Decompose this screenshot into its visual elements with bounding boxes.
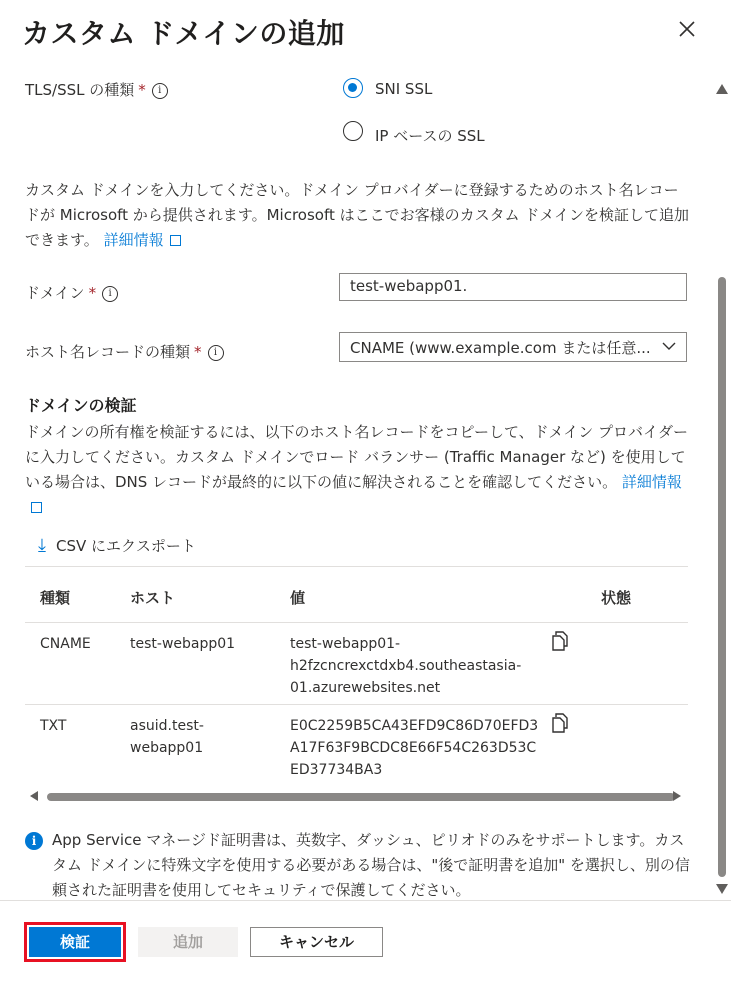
external-link-icon	[31, 502, 42, 513]
col-type-header: 種類	[40, 589, 71, 607]
record-type-label: ホスト名レコードの種類 * i	[25, 341, 224, 362]
validation-paragraph: ドメインの所有権を検証するには、以下のホスト名レコードをコピーして、ドメイン プロバイダーに入力してください。カスタム ドメインでロード バランサー (Traffic Manager など) を使用している場合は、DNS レコードが最終的に以下の値に解決されることを確認してください。 詳細情報	[25, 420, 690, 520]
record-type-dropdown[interactable]: CNAME (www.example.com または任意...	[339, 332, 687, 362]
cancel-button[interactable]: キャンセル	[250, 927, 383, 957]
domain-input[interactable]: test-webapp01.	[339, 273, 687, 301]
required-marker: *	[138, 81, 146, 99]
vertical-scrollbar[interactable]	[714, 82, 730, 898]
col-status-header: 状態	[601, 589, 632, 607]
intro-paragraph: カスタム ドメインを入力してください。ドメイン プロバイダーに登録するためのホスト名レコードが Microsoft から提供されます。Microsoft はここでお客様のカスタム ドメインを検証して追加できます。 詳細情報	[25, 181, 689, 249]
table-horizontal-scrollbar[interactable]	[25, 789, 688, 803]
vertical-scroll-thumb[interactable]	[718, 277, 726, 877]
certificate-notice: i App Service マネージド証明書は、英数字、ダッシュ、ピリオドのみをサポートします。カスタム ドメインに特殊文字を使用する必要がある場合は、"後で証明書を追加" を選択し、別の信頼された証明書を使用してセキュリティで保護してください。	[25, 828, 690, 903]
add-button[interactable]: 追加	[138, 927, 238, 957]
required-marker: *	[194, 343, 202, 361]
cell-value: E0C2259B5CA43EFD9C86D70EFD3 A17F63F9BCDC8E66F54C263D53C ED37734BA3	[290, 718, 539, 778]
tls-label: TLS/SSL の種類 * i	[25, 79, 168, 100]
info-icon[interactable]: i	[152, 83, 168, 99]
required-marker: *	[88, 284, 97, 302]
chevron-down-icon	[662, 339, 676, 357]
cell-type: TXT	[40, 718, 67, 734]
cell-value: test-webapp01- h2fzcncrexctdxb4.southeastasia- 01.azurewebsites.net	[290, 636, 522, 696]
download-icon: ⤓	[38, 535, 46, 556]
validation-learn-more-link[interactable]: 詳細情報	[25, 473, 682, 516]
radio-ip-ssl[interactable]	[343, 121, 363, 141]
table-header-row	[25, 566, 688, 623]
info-icon[interactable]: i	[102, 286, 118, 302]
validation-heading: ドメインの検証	[25, 396, 137, 415]
scroll-left-arrow-icon[interactable]	[30, 791, 38, 801]
domain-label: ドメイン * i	[25, 282, 118, 303]
info-icon: i	[25, 832, 43, 850]
scroll-down-arrow-icon[interactable]	[716, 884, 728, 894]
radio-sni-ssl-label[interactable]: SNI SSL	[375, 80, 433, 98]
validate-button[interactable]: 検証	[29, 927, 121, 957]
cell-host: asuid.test- webapp01	[130, 718, 204, 756]
close-icon[interactable]	[674, 16, 700, 42]
copy-icon[interactable]	[551, 713, 569, 733]
table-row	[25, 704, 688, 789]
intro-learn-more-link[interactable]: 詳細情報	[104, 231, 181, 249]
export-csv-button[interactable]: ⤓ CSV にエクスポート	[38, 535, 196, 556]
scroll-right-arrow-icon[interactable]	[673, 791, 681, 801]
info-icon[interactable]: i	[208, 345, 224, 361]
cell-type: CNAME	[40, 636, 91, 652]
col-host-header: ホスト	[130, 589, 176, 607]
table-row	[25, 622, 688, 705]
radio-sni-ssl[interactable]	[343, 78, 363, 98]
radio-ip-ssl-label[interactable]: IP ベースの SSL	[375, 127, 485, 145]
dialog-title: カスタム ドメインの追加	[22, 17, 345, 50]
external-link-icon	[170, 235, 181, 246]
cell-host: test-webapp01	[130, 636, 236, 652]
copy-icon[interactable]	[551, 631, 569, 651]
col-value-header: 値	[290, 589, 306, 607]
scroll-up-arrow-icon[interactable]	[716, 84, 728, 94]
horizontal-scroll-thumb[interactable]	[47, 793, 675, 801]
